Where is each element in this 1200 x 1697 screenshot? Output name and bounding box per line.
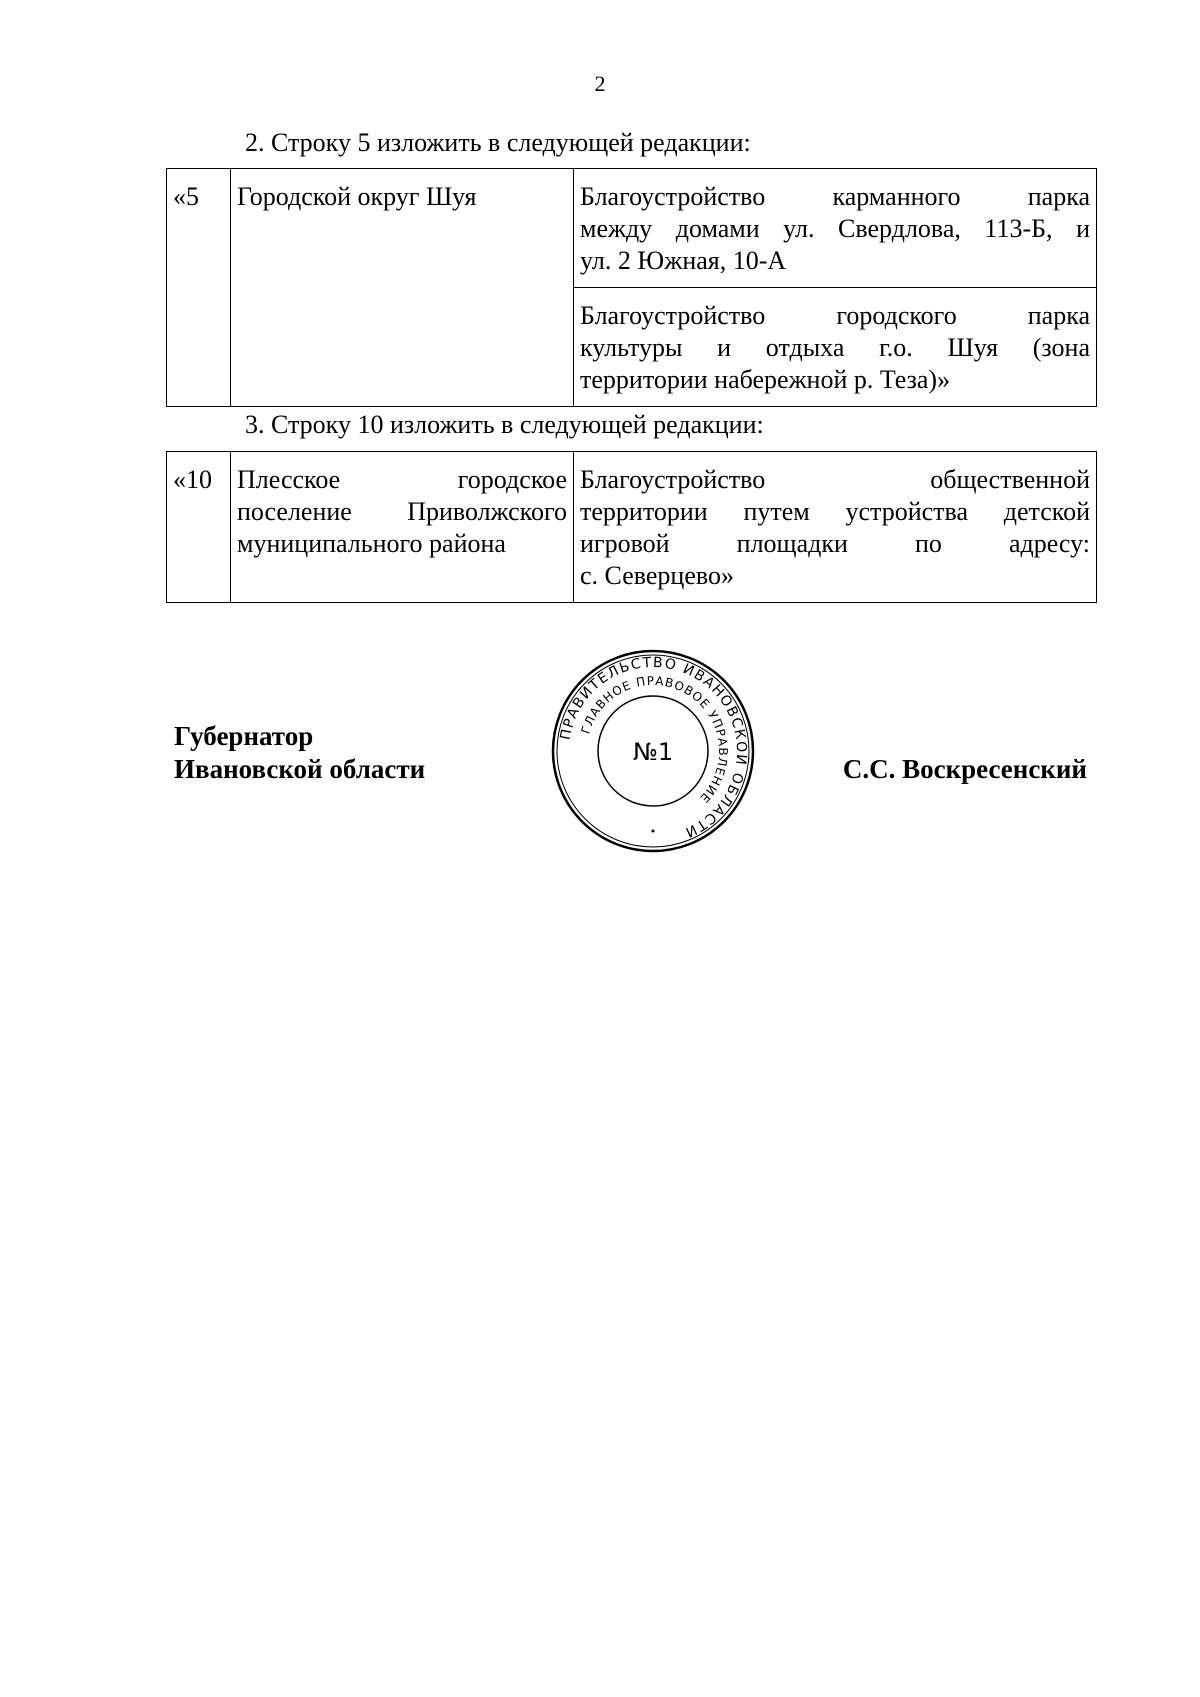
instruction-row-10: 3. Строку 10 изложить в следующей редакции:	[245, 410, 764, 439]
project-line: территории набережной р. Теза)»	[580, 365, 951, 394]
project-line: Благоустройство общественной	[580, 465, 1090, 494]
project-cell-1	[574, 169, 1097, 288]
seal-center-number: №1	[632, 738, 674, 766]
project-line: с. Северцево»	[580, 561, 734, 590]
official-seal-stamp	[550, 648, 756, 854]
project-cell-2	[574, 288, 1097, 407]
municipality-line: Плесское городское	[237, 465, 567, 494]
municipality-line: муниципального района	[237, 529, 506, 558]
instruction-row-5: 2. Строку 5 изложить в следующей редакции:	[245, 128, 751, 157]
municipality-cell	[231, 452, 574, 603]
position-line: Губернатор	[174, 721, 314, 751]
project-line: культуры и отдыха г.о. Шуя (зона	[580, 333, 1090, 362]
row-number-cell: «10	[167, 452, 231, 603]
municipality-cell: Городской округ Шуя	[231, 169, 574, 407]
project-cell	[574, 452, 1097, 603]
row-number-cell: «5	[167, 169, 231, 407]
project-line: Благоустройство городского парка	[580, 301, 1090, 330]
municipality-line: поселение Приволжского	[237, 497, 567, 526]
seal-outer-text: ПРАВИТЕЛЬСТВО ИВАНОВСКОЙ ОБЛАСТИ	[557, 654, 750, 841]
amendment-table-row-10	[166, 451, 1097, 603]
project-line: Благоустройство карманного парка	[580, 182, 1090, 211]
seal-inner-text: ГЛАВНОЕ ПРАВОВОЕ УПРАВЛЕНИЕ	[578, 673, 731, 806]
position-line: Ивановской области	[174, 754, 426, 784]
project-line: ул. 2 Южная, 10-А	[580, 246, 787, 275]
signatory-name: С.С. Воскресенский	[842, 754, 1087, 784]
signatory-position	[174, 720, 425, 786]
project-line: игровой площадки по адресу:	[580, 529, 1090, 558]
seal-dot	[652, 830, 655, 833]
project-line: между домами ул. Свердлова, 113-Б, и	[580, 214, 1090, 243]
project-line: территории путем устройства детской	[580, 497, 1090, 526]
amendment-table-row-5	[166, 168, 1097, 407]
page-number: 2	[594, 71, 606, 96]
